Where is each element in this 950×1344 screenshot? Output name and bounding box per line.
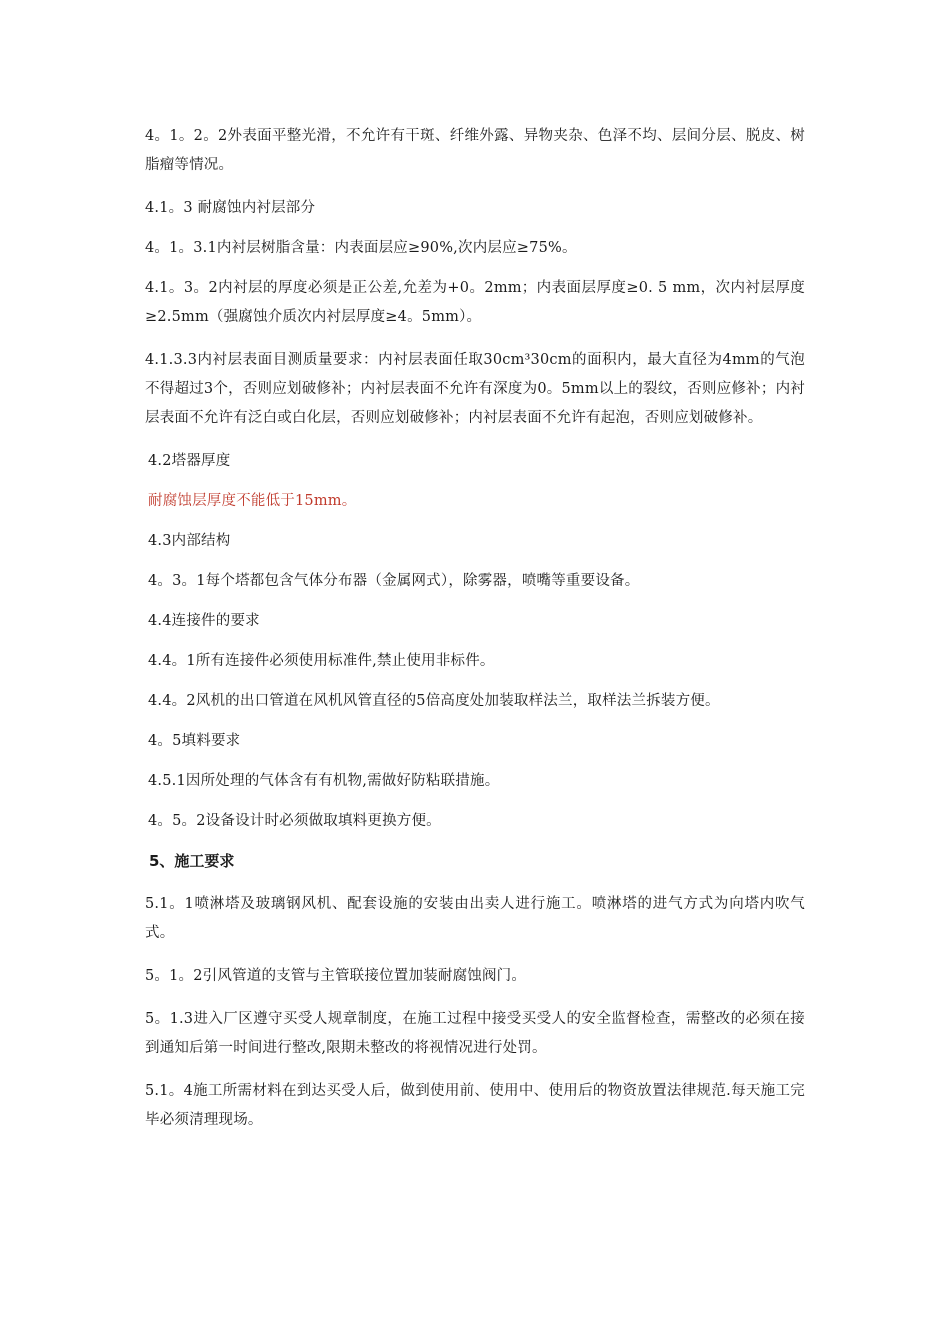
paragraph-4-1-3-3: 4.1.3.3内衬层表面目测质量要求：内衬层表面任取30cm³30cm的面积内，最大直径为4mm的气泡不得超过3个，否则应划破修补；内衬层表面不允许有深度为0。5mm以上的裂纹，否则应修补；内衬层表面不允许有泛白或白化层，否则应划破修补；内衬层表面不允许有起泡，否则应划破修补。: [145, 352, 805, 426]
paragraph-4-4-1: 4.4。1所有连接件必须使用标准件,禁止使用非标件。: [148, 653, 495, 669]
section-5-heading: 5、施工要求: [149, 852, 235, 870]
paragraph-4-5-2: 4。5。2设备设计时必须做取填料更换方便。: [148, 813, 441, 829]
thickness-requirement-note: 耐腐蚀层厚度不能低于15mm。: [148, 493, 357, 509]
paragraph-5-1-1: 5.1。1喷淋塔及玻璃钢风机、配套设施的安装由出卖人进行施工。喷淋塔的进气方式为向塔内吹气式。: [145, 896, 805, 941]
section-4-3-title: 4.3内部结构: [148, 533, 231, 549]
paragraph-5-1-3: 5。1.3进入厂区遵守买受人规章制度，在施工过程中接受买受人的安全监督检查，需整改的必须在接到通知后第一时间进行整改,限期未整改的将视情况进行处罚。: [145, 1011, 805, 1056]
section-4-2-title: 4.2塔器厚度: [148, 453, 231, 469]
paragraph-4-1-2-2: 4。1。2。2外表面平整光滑，不允许有干斑、纤维外露、异物夹杂、色泽不均、层间分层、脱皮、树脂瘤等情况。: [145, 128, 805, 173]
section-4-5-title: 4。5填料要求: [148, 733, 241, 749]
paragraph-5-1-4: 5.1。4施工所需材料在到达买受人后，做到使用前、使用中、使用后的物资放置法律规范.每天施工完毕必须清理现场。: [145, 1083, 805, 1128]
paragraph-4-5-1: 4.5.1因所处理的气体含有有机物,需做好防粘联措施。: [148, 773, 500, 789]
paragraph-4-1-3-2: 4.1。3。2内衬层的厚度必须是正公差,允差为+0。2mm；内表面层厚度≥0. 5 mm，次内衬层厚度≥2.5mm（强腐蚀介质次内衬层厚度≥4。5mm）。: [145, 280, 805, 325]
paragraph-4-1-3-1: 4。1。3.1内衬层树脂含量：内表面层应≥90%,次内层应≥75%。: [145, 240, 577, 256]
paragraph-4-4-2: 4.4。2风机的出口管道在风机风管直径的5倍高度处加装取样法兰，取样法兰拆装方便。: [148, 693, 720, 709]
paragraph-5-1-2: 5。1。2引风管道的支管与主管联接位置加装耐腐蚀阀门。: [145, 968, 527, 984]
paragraph-4-3-1: 4。3。1每个塔都包含气体分布器（金属网式），除雾器，喷嘴等重要设备。: [148, 573, 640, 589]
paragraph-4-1-3: 4.1。3 耐腐蚀内衬层部分: [145, 200, 316, 216]
section-4-4-title: 4.4连接件的要求: [148, 613, 260, 629]
